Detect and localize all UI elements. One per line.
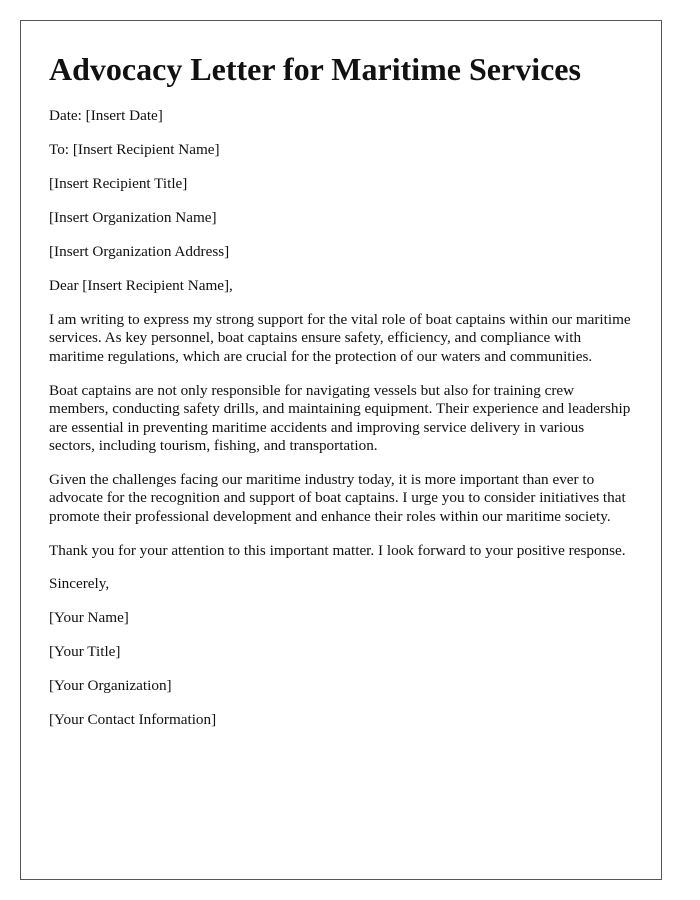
signature-contact: [Your Contact Information] bbox=[49, 711, 217, 729]
body-paragraph-3: Given the challenges facing our maritime industry today, it is more important than ever to advocate for the recognition and support of boat captains. I urge you to consider initiatives that promote their professional development and enhance their roles within our maritime society. bbox=[49, 470, 626, 525]
recipient-name: To: [Insert Recipient Name] bbox=[49, 141, 220, 158]
body-paragraph-1: I am writing to express my strong support for the vital role of boat captains within our maritime services. As key personnel, boat captains ensure safety, efficiency, and compliance with maritime regulations, which are crucial for the protection of our waters and communities. bbox=[49, 311, 631, 365]
signature-name: [Your Name] bbox=[49, 609, 129, 627]
signature-organization: [Your Organization] bbox=[49, 677, 172, 695]
letter-page bbox=[20, 20, 662, 880]
closing: Sincerely, bbox=[49, 575, 110, 593]
body-paragraph-2: Boat captains are not only responsible for navigating vessels but also for training crew members, conducting safety drills, and maintaining equipment. Their experience and leadership are essential in preventing maritime accidents and improving service delivery in various sectors, including tourism, fishing, and transportation. bbox=[49, 381, 631, 454]
letter-title: Advocacy Letter for Maritime Services bbox=[49, 51, 581, 87]
organization-name: [Insert Organization Name] bbox=[49, 209, 217, 226]
signature-title: [Your Title] bbox=[49, 643, 121, 661]
letter-date: Date: [Insert Date] bbox=[49, 107, 163, 124]
organization-address: [Insert Organization Address] bbox=[49, 243, 230, 260]
recipient-title: [Insert Recipient Title] bbox=[49, 175, 188, 192]
body-paragraph-4: Thank you for your attention to this important matter. I look forward to your positive response. bbox=[49, 541, 626, 559]
salutation: Dear [Insert Recipient Name], bbox=[49, 277, 233, 294]
